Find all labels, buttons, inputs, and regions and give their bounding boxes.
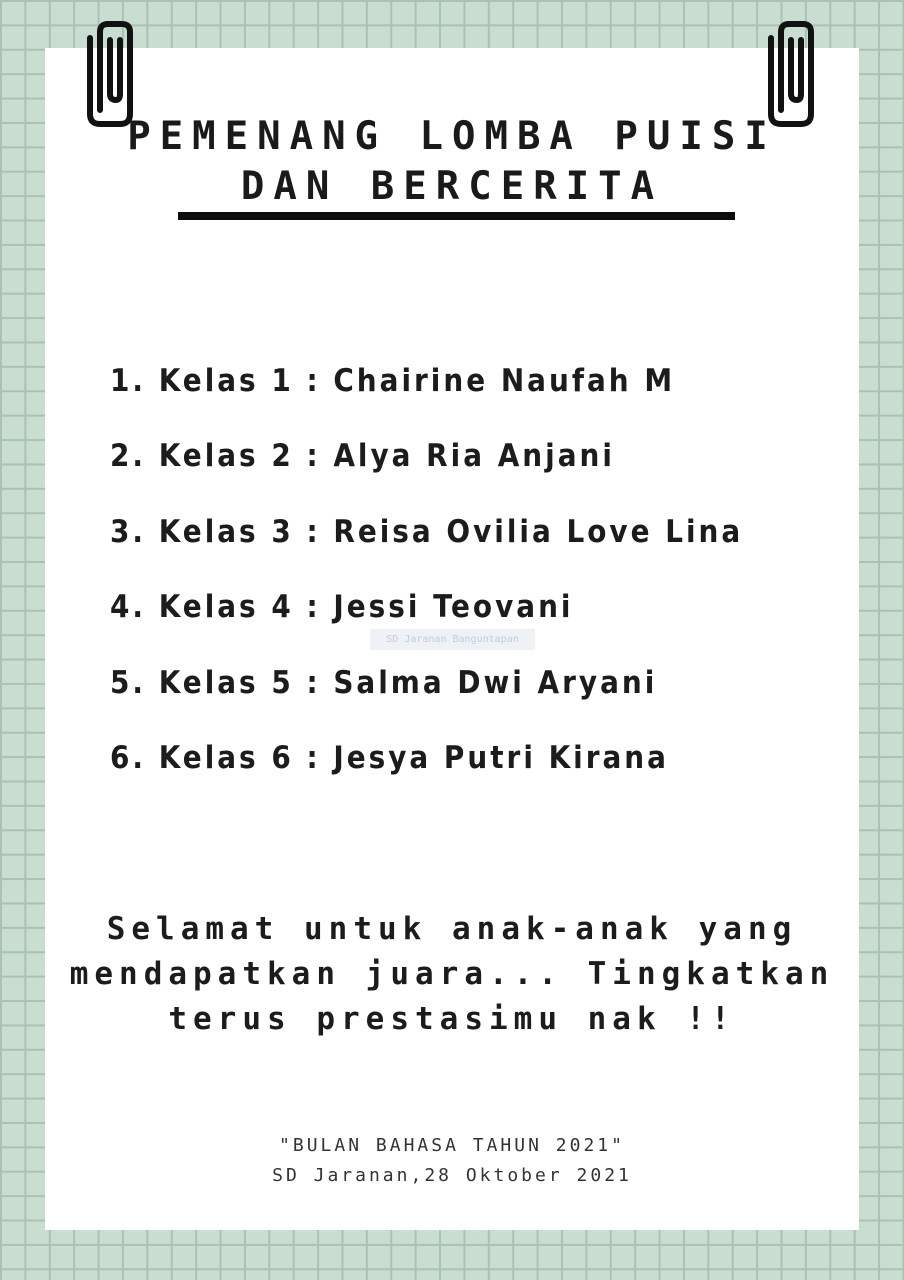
poster-title (45, 112, 859, 212)
winner-item: 4. Kelas 4 : Jessi Teovani (110, 589, 574, 626)
title-underline (178, 212, 735, 220)
message-line-2: mendapatkan juara... Tingkatkan (69, 956, 835, 992)
footer-event: "BULAN BAHASA TAHUN 2021" (279, 1135, 625, 1156)
footer (45, 1131, 859, 1191)
watermark: SD Jaranan Banguntapan (370, 629, 535, 650)
winner-item: 6. Kelas 6 : Jesya Putri Kirana (110, 739, 669, 776)
winner-item: 5. Kelas 5 : Salma Dwi Aryani (110, 664, 658, 701)
message-line-1: Selamat untuk anak-anak yang (106, 911, 798, 947)
footer-place-date: SD Jaranan,28 Oktober 2021 (272, 1165, 632, 1186)
title-line-1: PEMENANG LOMBA PUISI (127, 114, 777, 159)
congratulation-message (45, 907, 859, 1042)
winner-item: 3. Kelas 3 : Reisa Ovilia Love Lina (110, 513, 744, 550)
winner-item: 2. Kelas 2 : Alya Ria Anjani (110, 438, 615, 475)
title-line-2: DAN BERCERITA (240, 164, 664, 209)
winners-list (110, 356, 743, 808)
message-line-3: terus prestasimu nak !! (168, 1001, 736, 1037)
winner-item: 1. Kelas 1 : Chairine Naufah M (110, 363, 676, 399)
